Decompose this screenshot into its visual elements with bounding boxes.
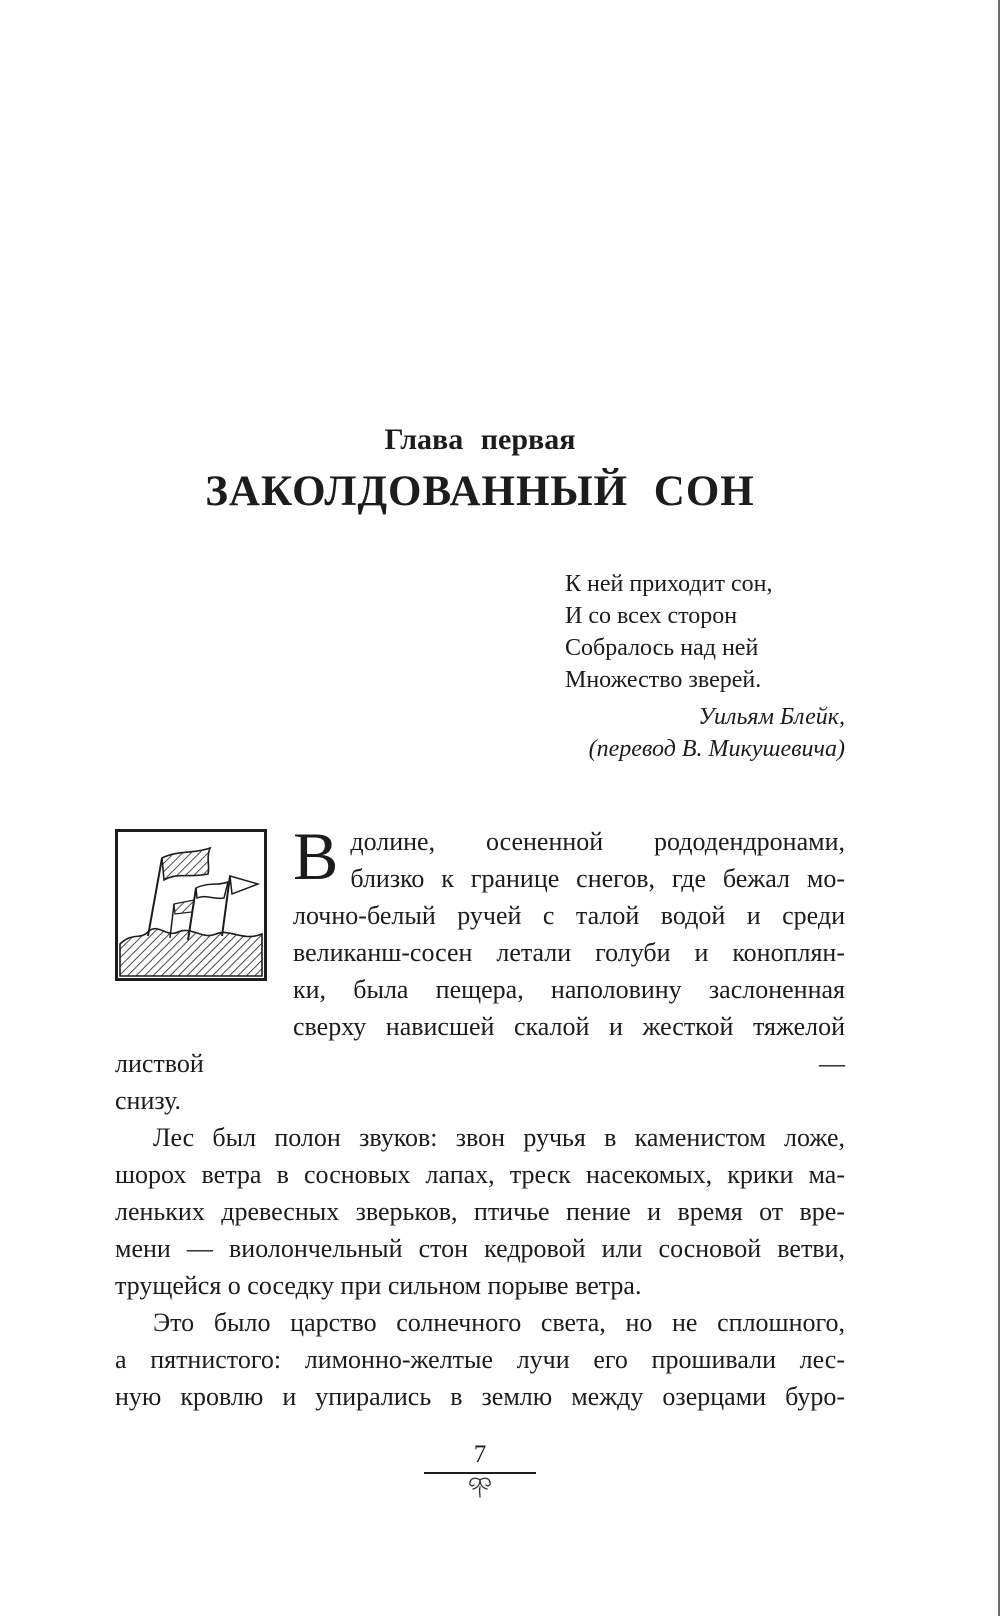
text-line: ки, была пещера, наполовину заслоненная — [293, 975, 845, 1004]
text-line: мени — виолончельный стон кедровой или сосновой ветви, — [115, 1234, 845, 1263]
attribution-author: Уильям Блейк, — [698, 704, 845, 730]
footer-ornament-icon — [115, 1476, 845, 1498]
epigraph — [115, 568, 845, 765]
poem-line: К ней приходит сон, — [565, 571, 773, 597]
epigraph-attribution — [115, 701, 845, 765]
text-line: великанш-сосен летали голуби и коноплян- — [293, 938, 845, 967]
footer-rule — [424, 1472, 536, 1474]
text-block — [115, 0, 845, 1498]
page-footer — [115, 1441, 845, 1498]
text-line: леньких древесных зверьков, птичье пение и время от вре- — [115, 1197, 845, 1226]
text-line: близко к границе снегов, где бежал мо- — [350, 864, 845, 893]
text-line-content: долине, осененной рододендронами, — [350, 827, 845, 856]
poem-line: И со всех сторон — [565, 603, 738, 629]
text-line: Это было царство солнечного света, но не сплошного, — [153, 1308, 845, 1337]
page-number: 7 — [473, 1441, 487, 1468]
attribution-translator: (перевод В. Микушевича) — [588, 736, 845, 762]
poem-line: Множество зверей. — [565, 667, 762, 693]
paragraph-3 — [115, 1304, 845, 1415]
text-line: трущейся о соседку при сильном порыве ветра. — [115, 1271, 642, 1300]
paragraph-1 — [115, 818, 845, 1119]
text-line: шорох ветра в сосновых лапах, треск насекомых, крики ма- — [115, 1160, 845, 1189]
woodcut-flags-svg — [118, 832, 264, 978]
text-line: сверху нависшей скалой и жесткой тяжелой листвой — — [115, 1012, 845, 1078]
text-line: снизу. — [115, 1086, 181, 1115]
woodcut-illustration — [115, 829, 267, 981]
text-line: лочно-белый ручей с талой водой и среди — [293, 901, 845, 930]
chapter-title: ЗАКОЛДОВАННЫЙ СОН — [205, 468, 755, 515]
text-line: а пятнистого: лимонно-желтые лучи его прошивали лес- — [115, 1345, 845, 1374]
paragraph-2 — [115, 1119, 845, 1304]
chapter-label: Глава первая — [384, 423, 576, 456]
body-text — [115, 818, 845, 1415]
text-line: ную кровлю и упирались в землю между озерцами буро- — [115, 1382, 845, 1411]
poem-line: Собралось над ней — [565, 635, 759, 661]
drop-cap: В — [293, 818, 339, 894]
epigraph-poem — [565, 568, 845, 696]
text-line: Лес был полон звуков: звон ручья в каменистом ложе, — [153, 1123, 845, 1152]
